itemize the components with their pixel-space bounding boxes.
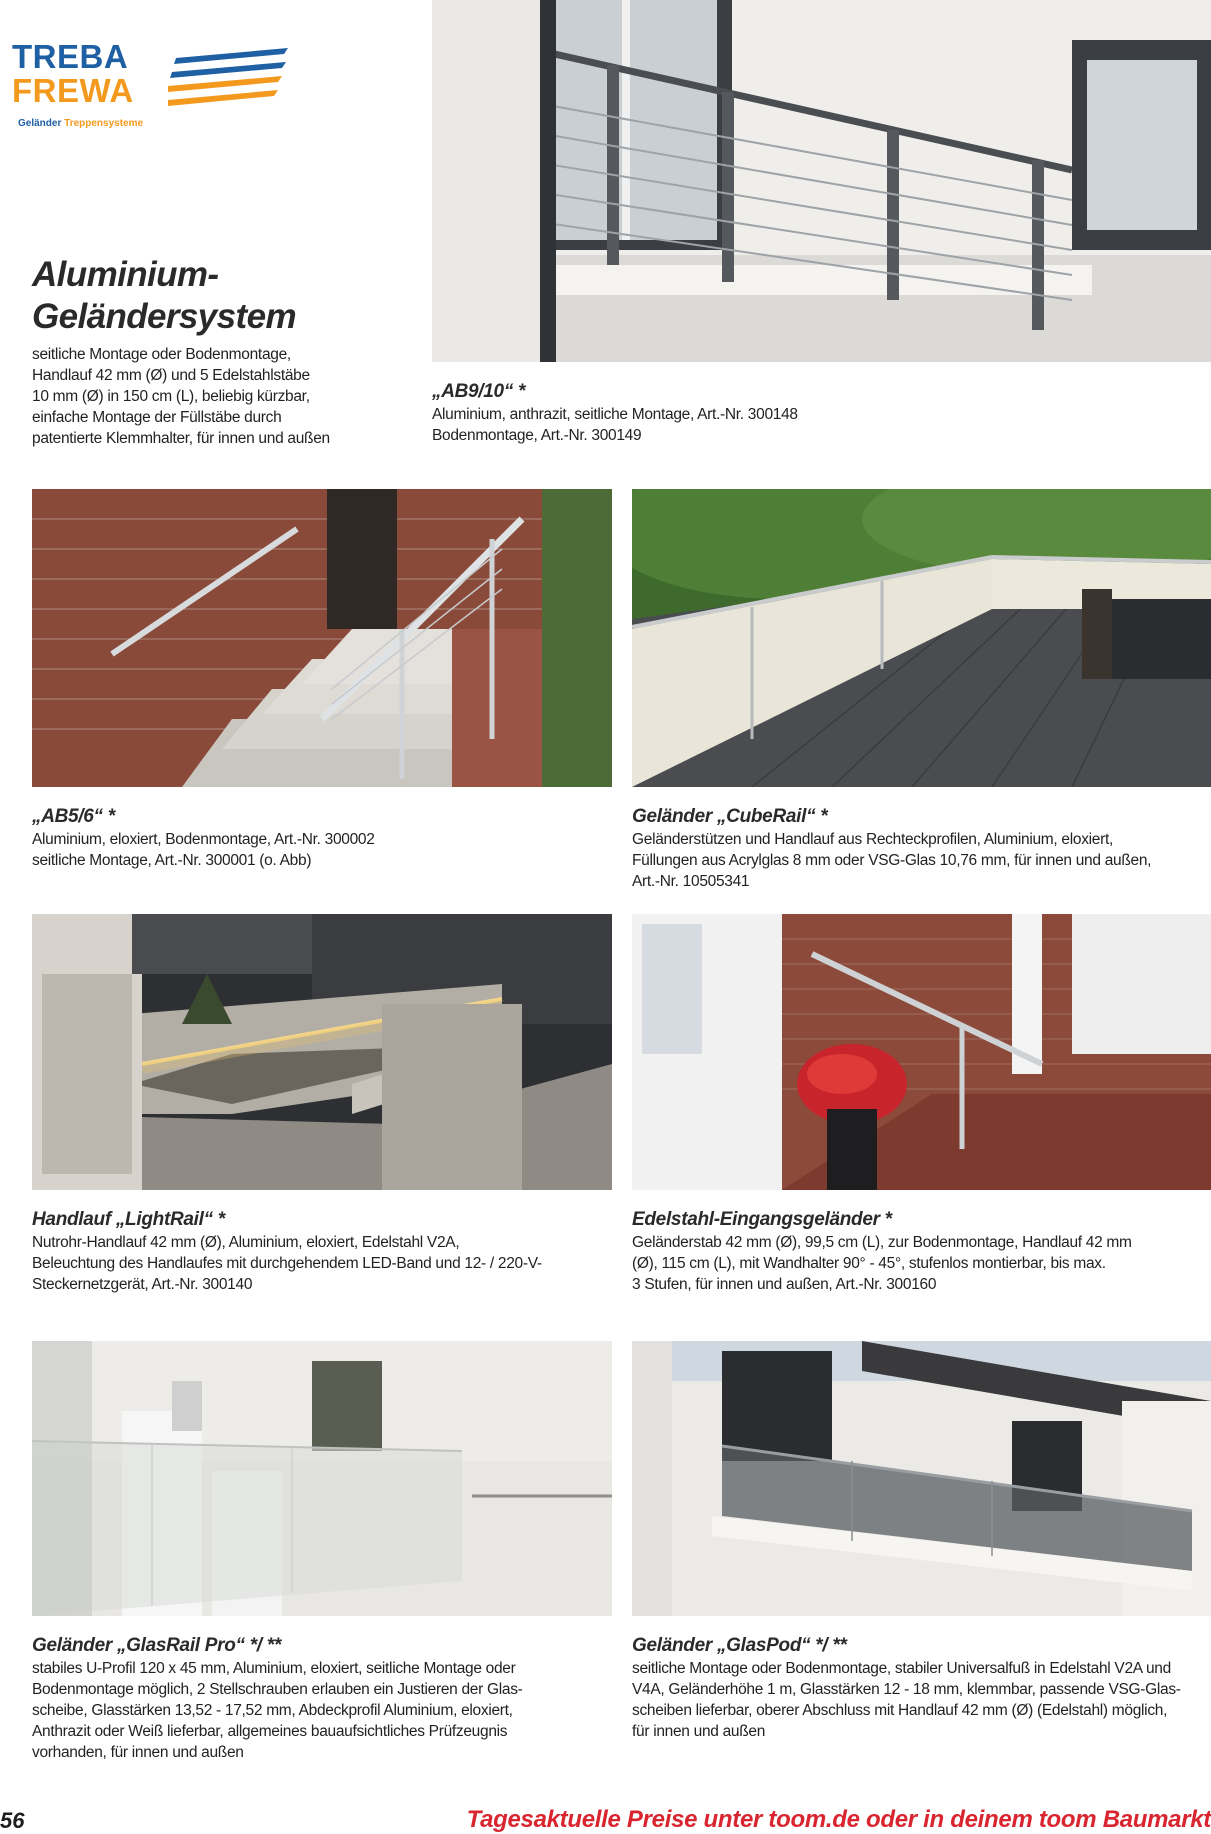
product-title: Geländer „GlasPod“ */ ** — [632, 1635, 847, 1656]
intro-text — [32, 344, 412, 449]
intro-line: Handlauf 42 mm (Ø) und 5 Edelstahlstäbe — [32, 367, 310, 384]
product-title: Geländer „CubeRail“ * — [632, 806, 828, 827]
product-caption-edelstahl — [632, 1208, 1211, 1295]
brand-tag-part1: Geländer — [18, 118, 62, 129]
product-line: Steckernetzgerät, Art.-Nr. 300140 — [32, 1276, 253, 1293]
product-photo-ab5-6 — [32, 489, 612, 787]
product-line: Beleuchtung des Handlaufes mit durchgehendem LED-Band und 12- / 220-V- — [32, 1255, 542, 1272]
brand-swoosh-icon — [168, 44, 290, 114]
product-line: Aluminium, anthrazit, seitliche Montage, Art.-Nr. 300148 — [432, 406, 798, 423]
product-caption-ab9-10 — [432, 380, 1211, 446]
product-line: (Ø), 115 cm (L), mit Wandhalter 90° - 45°, stufenlos montierbar, bis max. — [632, 1255, 1106, 1272]
product-line: seitliche Montage, Art.-Nr. 300001 (o. Abb) — [32, 852, 312, 869]
product-line: vorhanden, für innen und außen — [32, 1744, 244, 1761]
product-caption-ab5-6 — [32, 805, 612, 871]
page-title-line2: Geländersystem — [32, 297, 296, 336]
product-photo-glaspod — [632, 1341, 1211, 1616]
brand-logo — [10, 40, 300, 140]
footer-tagline: Tagesaktuelle Preise unter toom.de oder in deinem toom Baumarkt — [466, 1806, 1211, 1833]
product-caption-glasrail-pro — [32, 1634, 612, 1763]
product-line: Anthrazit oder Weiß lieferbar, allgemeines bauaufsichtliches Prüfzeugnis — [32, 1723, 508, 1740]
product-line: 3 Stufen, für innen und außen, Art.-Nr. 300160 — [632, 1276, 937, 1293]
product-line: V4A, Geländerhöhe 1 m, Glasstärken 12 - 18 mm, klemmbar, passende VSG-Glas- — [632, 1681, 1181, 1698]
page-number: 56 — [0, 1808, 25, 1833]
page-title — [32, 254, 432, 338]
intro-line: einfache Montage der Füllstäbe durch — [32, 409, 282, 426]
page-title-line1: Aluminium- — [32, 255, 219, 294]
product-line: Füllungen aus Acrylglas 8 mm oder VSG-Glas 10,76 mm, für innen und außen, — [632, 852, 1152, 869]
product-title: „AB5/6“ * — [32, 806, 115, 827]
product-caption-glaspod — [632, 1634, 1211, 1742]
product-photo-glasrail-pro — [32, 1341, 612, 1616]
product-line: Aluminium, eloxiert, Bodenmontage, Art.-Nr. 300002 — [32, 831, 375, 848]
product-line: seitliche Montage oder Bodenmontage, stabiler Universalfuß in Edelstahl V2A und — [632, 1660, 1171, 1677]
product-line: Art.-Nr. 10505341 — [632, 873, 750, 890]
brand-tag-part2: Treppensysteme — [64, 118, 144, 129]
product-photo-ab9-10 — [432, 0, 1211, 362]
intro-line: seitliche Montage oder Bodenmontage, — [32, 346, 291, 363]
product-line: scheibe, Glasstärken 13,52 - 17,52 mm, Abdeckprofil Aluminium, eloxiert, — [32, 1702, 513, 1719]
product-line: Geländerstützen und Handlauf aus Rechteckprofilen, Aluminium, eloxiert, — [632, 831, 1114, 848]
product-photo-cuberail — [632, 489, 1211, 787]
intro-line: patentierte Klemmhalter, für innen und außen — [32, 430, 330, 447]
product-line: für innen und außen — [632, 1723, 766, 1740]
product-photo-lightrail — [32, 914, 612, 1190]
product-line: Bodenmontage möglich, 2 Stellschrauben erlauben ein Justieren der Glas- — [32, 1681, 523, 1698]
brand-tagline — [18, 118, 143, 129]
intro-line: 10 mm (Ø) in 150 cm (L), beliebig kürzbar, — [32, 388, 310, 405]
product-line: scheiben lieferbar, oberer Abschluss mit Handlauf 42 mm (Ø) (Edelstahl) möglich, — [632, 1702, 1168, 1719]
product-title: Geländer „GlasRail Pro“ */ ** — [32, 1635, 281, 1656]
product-line: Bodenmontage, Art.-Nr. 300149 — [432, 427, 642, 444]
brand-name-line2: FREWA — [12, 72, 134, 109]
product-title: Edelstahl-Eingangsgeländer * — [632, 1209, 892, 1230]
product-title: „AB9/10“ * — [432, 381, 526, 402]
brand-name-line1: TREBA — [12, 38, 129, 75]
product-caption-cuberail — [632, 805, 1211, 892]
product-line: Nutrohr-Handlauf 42 mm (Ø), Aluminium, eloxiert, Edelstahl V2A, — [32, 1234, 460, 1251]
product-photo-edelstahl — [632, 914, 1211, 1190]
product-line: Geländerstab 42 mm (Ø), 99,5 cm (L), zur Bodenmontage, Handlauf 42 mm — [632, 1234, 1132, 1251]
product-caption-lightrail — [32, 1208, 612, 1295]
product-line: stabiles U-Profil 120 x 45 mm, Aluminium, eloxiert, seitliche Montage oder — [32, 1660, 516, 1677]
product-title: Handlauf „LightRail“ * — [32, 1209, 225, 1230]
